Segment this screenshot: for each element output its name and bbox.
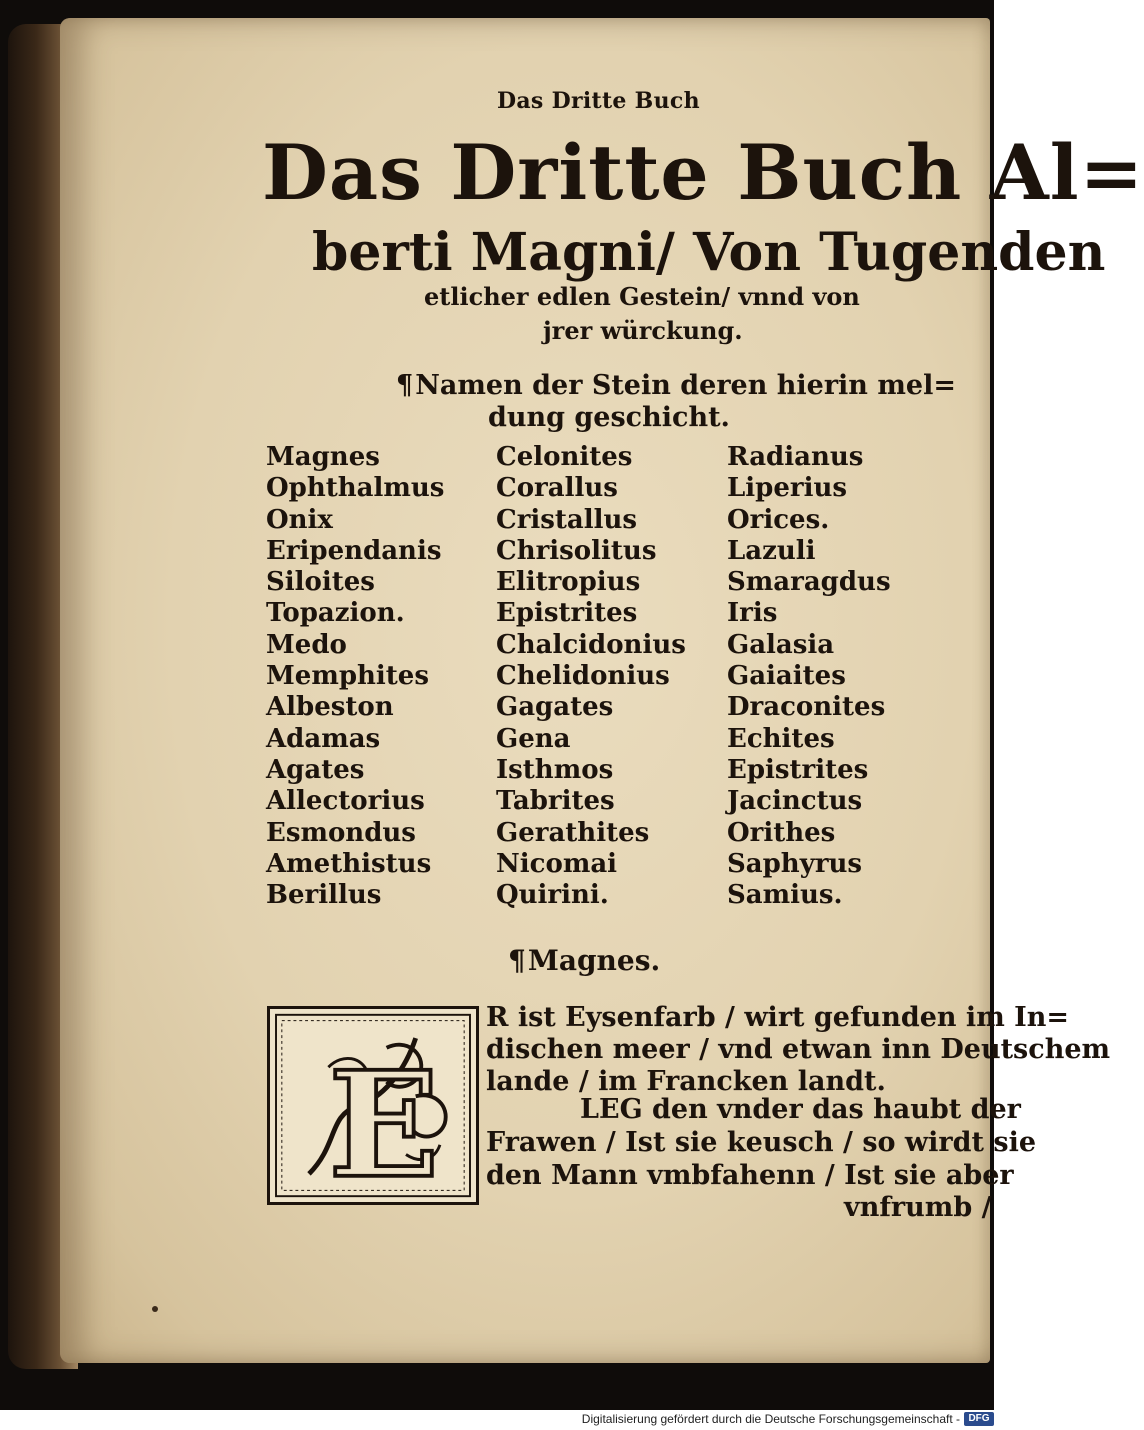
stone-name: Gagates: [496, 692, 614, 723]
initial-letter: E: [328, 1039, 440, 1211]
stone-name: Albeston: [266, 692, 394, 723]
stone-name: Allectorius: [266, 786, 425, 817]
stone-name: Nicomai: [496, 848, 618, 879]
stone-name: Radianus: [727, 442, 864, 472]
stone-name: Magnes: [266, 442, 380, 472]
stone-name: Jacinctus: [727, 786, 863, 817]
stone-name: Orithes: [727, 817, 836, 848]
pilcrow-icon: ¶: [396, 370, 414, 401]
body-line-4: LEG den vnder das haubt der: [580, 1094, 1021, 1125]
stone-name: Orices.: [727, 504, 830, 535]
body-line-1: R ist Eysenfarb / wirt gefunden im In=: [486, 1002, 1070, 1033]
stone-name: Cristallus: [496, 504, 638, 535]
stone-name: Gaiaites: [727, 661, 846, 692]
stone-name: Elitropius: [496, 567, 641, 598]
stone-name: Iris: [727, 598, 778, 629]
body-line-7: vnfrumb /: [844, 1192, 992, 1223]
stone-name: Tabrites: [496, 786, 615, 817]
stone-name: Galasia: [727, 629, 835, 660]
title-line-1: Das Dritte Buch Al=: [262, 128, 1144, 217]
stone-list-column-1: [266, 442, 444, 911]
stone-list-column-3: [727, 442, 891, 911]
title-line-3: etlicher edlen Gestein/ vnnd von: [424, 282, 860, 311]
stone-name: Agates: [266, 754, 365, 785]
decorated-initial: [267, 1006, 479, 1211]
stone-name: Samius.: [727, 880, 843, 911]
stone-name: Adamas: [266, 723, 381, 754]
section-heading-line-1: [396, 370, 956, 401]
stone-name: Quirini.: [496, 880, 609, 911]
stone-name: Medo: [266, 629, 347, 660]
stone-name: Chelidonius: [496, 661, 670, 692]
stone-name: Topazion.: [266, 598, 405, 629]
stone-name: Smaragdus: [727, 567, 891, 598]
stone-name: Echites: [727, 723, 835, 754]
funding-credit: Digitalisierung gefördert durch die Deutsche Forschungsgemeinschaft -: [581, 1412, 960, 1426]
stone-name: Draconites: [727, 692, 886, 723]
running-head: Das Dritte Buch: [497, 88, 700, 114]
stone-name: Ophthalmus: [266, 473, 445, 504]
stone-name: Memphites: [266, 661, 429, 692]
title-line-4: jrer würckung.: [543, 316, 743, 345]
title-line-2: berti Magni/ Von Tugenden: [312, 222, 1106, 283]
stone-name: Eripendanis: [266, 535, 442, 566]
body-line-6: den Mann vmbfahenn / Ist sie aber: [486, 1160, 1014, 1191]
stone-name: Onix: [266, 504, 333, 535]
stone-name: Chalcidonius: [496, 629, 686, 660]
stone-name: Epistrites: [727, 754, 869, 785]
stone-name: Gerathites: [496, 817, 650, 848]
stone-name: Celonites: [496, 442, 633, 472]
ornamental-initial-icon: [270, 1009, 476, 1211]
entry-heading: [508, 944, 660, 977]
stone-name: Chrisolitus: [496, 535, 657, 566]
stone-name: Siloites: [266, 567, 375, 598]
section-heading-line-2: dung geschicht.: [488, 402, 730, 433]
body-line-3: lande / im Francken landt.: [486, 1066, 886, 1097]
dfg-logo-icon: DFG: [964, 1412, 994, 1426]
stone-name: Liperius: [727, 473, 847, 504]
entry-heading-text: Magnes.: [527, 944, 661, 977]
stone-name: Corallus: [496, 473, 618, 504]
footer-bar: [0, 1410, 1000, 1430]
stone-name: Esmondus: [266, 817, 416, 848]
stone-name: Gena: [496, 723, 571, 754]
stone-list-column-2: [496, 442, 686, 911]
stone-name: Lazuli: [727, 535, 816, 566]
section-heading-text-1: Namen der Stein deren hierin mel=: [415, 370, 956, 401]
stone-name: Saphyrus: [727, 848, 863, 879]
body-line-5: Frawen / Ist sie keusch / so wirdt sie: [486, 1127, 1037, 1158]
stone-name: Berillus: [266, 880, 382, 911]
body-line-2: dischen meer / vnd etwan inn Deutschem: [486, 1034, 1111, 1065]
ink-speck: [152, 1306, 158, 1312]
stone-name: Epistrites: [496, 598, 638, 629]
stone-name: Amethistus: [266, 848, 432, 879]
pilcrow-icon: ¶: [508, 944, 526, 977]
stone-name: Isthmos: [496, 754, 614, 785]
